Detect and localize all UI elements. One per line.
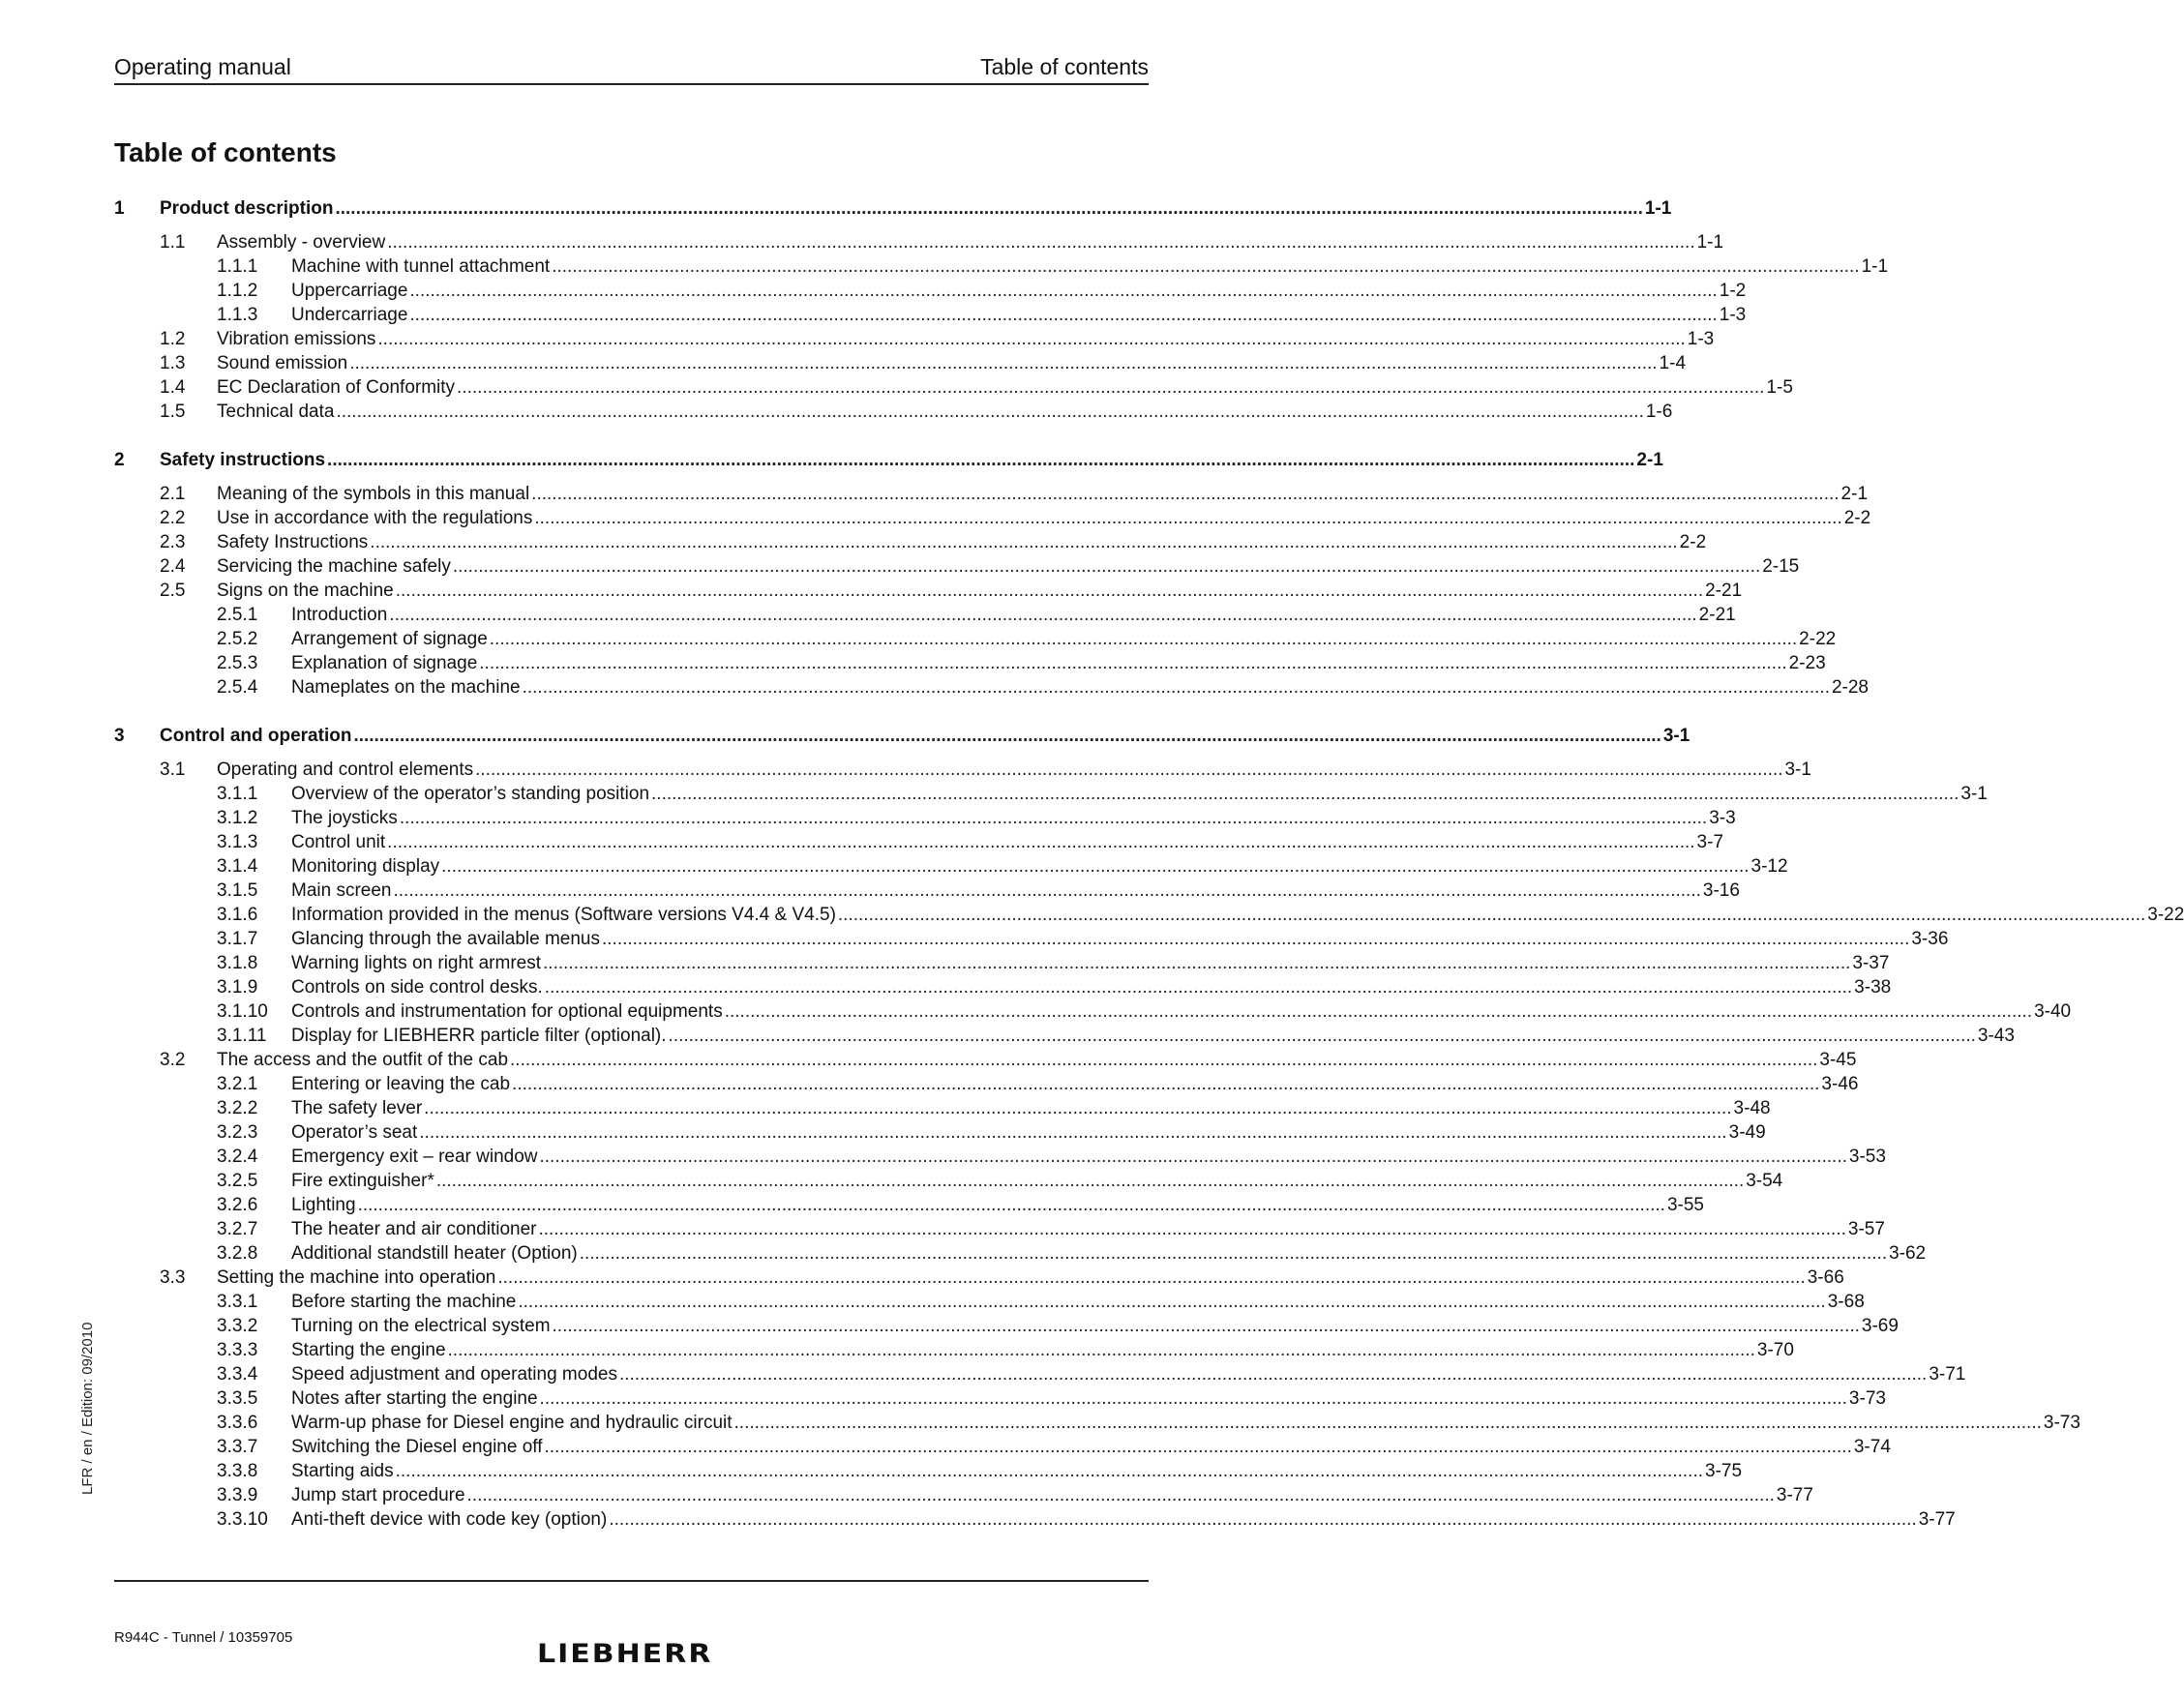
- toc-number: 2.5.4: [217, 677, 258, 698]
- toc-page-number: 3-66: [1807, 1267, 1844, 1288]
- toc-page-number: 3-16: [1702, 880, 1740, 901]
- toc-dot-leader: [609, 1507, 1916, 1532]
- toc-title: Use in accordance with the regulations: [217, 508, 533, 528]
- toc-number: 2.4: [160, 556, 186, 577]
- toc-dot-leader: [387, 230, 1694, 254]
- toc-subsection[interactable]: [114, 651, 1826, 675]
- toc-number: 3.3.4: [217, 1364, 258, 1385]
- toc-title: Additional standstill heater (Option): [291, 1243, 578, 1264]
- toc-subsection[interactable]: [114, 279, 1747, 303]
- toc-title: Vibration emissions: [217, 329, 376, 349]
- toc-dot-leader: [725, 999, 2032, 1024]
- toc-title: Anti-theft device with code key (option): [291, 1509, 608, 1530]
- toc-section[interactable]: [114, 1048, 1857, 1072]
- toc-dot-leader: [377, 327, 1685, 351]
- toc-dot-leader: [531, 482, 1839, 506]
- toc-dot-leader: [358, 1193, 1665, 1217]
- toc-number: 3.1.4: [217, 856, 258, 877]
- page-header: [114, 50, 1149, 85]
- toc-section[interactable]: [114, 506, 1871, 530]
- toc-dot-leader: [370, 530, 1677, 554]
- toc-number: 1: [114, 198, 125, 219]
- toc-number: 3: [114, 726, 125, 746]
- toc-number: 3.2.7: [217, 1219, 258, 1239]
- toc-subsection[interactable]: [114, 303, 1747, 327]
- toc-section[interactable]: [114, 327, 1715, 351]
- toc-title: Turning on the electrical system: [291, 1316, 551, 1336]
- toc-number: 3.1.9: [217, 977, 258, 998]
- toc-number: 2.5: [160, 581, 186, 601]
- toc-title: Emergency exit – rear window: [291, 1147, 538, 1167]
- toc-subsection[interactable]: [114, 1120, 1766, 1145]
- toc-dot-leader: [534, 506, 1841, 530]
- toc-number: 3.1.3: [217, 832, 258, 852]
- toc-subsection[interactable]: [114, 603, 1736, 627]
- toc-title: Control and operation: [160, 726, 352, 746]
- toc-page-number: 3-77: [1918, 1509, 1956, 1530]
- toc-dot-leader: [396, 1459, 1703, 1483]
- liebherr-logo: LIEBHERR: [537, 1638, 713, 1670]
- toc-dot-leader: [396, 579, 1703, 603]
- toc-title: Controls and instrumentation for optional equipments: [291, 1001, 723, 1022]
- toc-number: 1.5: [160, 402, 186, 422]
- toc-page-number: 2-2: [1843, 508, 1871, 528]
- toc-section[interactable]: [114, 1266, 1844, 1290]
- toc-number: 3.1.10: [217, 1001, 268, 1022]
- footer-divider: [114, 1580, 1149, 1582]
- toc-page-number: 3-22: [2147, 905, 2184, 925]
- toc-page-number: 3-69: [1861, 1316, 1899, 1336]
- toc-section[interactable]: [114, 351, 1687, 375]
- toc-number: 3.2.4: [217, 1147, 258, 1167]
- toc-dot-leader: [539, 1217, 1846, 1241]
- toc-dot-leader: [335, 196, 1642, 221]
- toc-subsection[interactable]: [114, 854, 1788, 879]
- toc-number: 2.1: [160, 484, 186, 504]
- header-manual-title: Operating manual: [114, 54, 291, 79]
- toc-page-number: 3-71: [1929, 1364, 1966, 1385]
- toc-subsection[interactable]: [114, 879, 1740, 903]
- toc-section[interactable]: [114, 554, 1800, 579]
- toc-title: Before starting the machine: [291, 1292, 517, 1312]
- toc-page-number: 3-55: [1666, 1195, 1704, 1215]
- toc-subsection[interactable]: [114, 675, 1869, 700]
- toc-title: Fire extinguisher*: [291, 1171, 434, 1191]
- toc-page-number: 3-37: [1852, 953, 1890, 973]
- toc-number: 3.3.8: [217, 1461, 258, 1481]
- toc-page-number: 1-1: [1644, 198, 1672, 219]
- toc-page-number: 2-15: [1762, 556, 1800, 577]
- toc-title: Speed adjustment and operating modes: [291, 1364, 617, 1385]
- toc-title: The safety lever: [291, 1098, 423, 1118]
- toc-number: 2.5.3: [217, 653, 258, 673]
- toc-page-number: 1-2: [1719, 281, 1747, 301]
- toc-dot-leader: [619, 1362, 1927, 1386]
- toc-dot-leader: [394, 879, 1701, 903]
- toc-subsection[interactable]: [114, 1314, 1899, 1338]
- toc-page-number: 1-1: [1861, 256, 1889, 277]
- toc-dot-leader: [651, 782, 1959, 806]
- toc-number: 3.1.6: [217, 905, 258, 925]
- toc-title: Information provided in the menus (Software versions V4.4 & V4.5): [291, 905, 836, 925]
- toc-number: 3.1.8: [217, 953, 258, 973]
- toc-section[interactable]: [114, 230, 1724, 254]
- toc-subsection[interactable]: [114, 1290, 1865, 1314]
- toc-title: Meaning of the symbols in this manual: [217, 484, 530, 504]
- toc-dot-leader: [497, 1266, 1805, 1290]
- toc-dot-leader: [327, 448, 1634, 472]
- toc-number: 3.1.2: [217, 808, 258, 828]
- toc-page-number: 3-73: [2043, 1413, 2080, 1433]
- toc-subsection[interactable]: [114, 627, 1837, 651]
- toc-page-number: 3-3: [1709, 808, 1736, 828]
- toc-number: 3.2.1: [217, 1074, 258, 1094]
- toc-number: 3.3.10: [217, 1509, 268, 1530]
- toc-subsection[interactable]: [114, 806, 1736, 830]
- toc-page-number: 2-2: [1679, 532, 1707, 552]
- toc-number: 3.3.3: [217, 1340, 258, 1360]
- toc-page-number: 3-45: [1819, 1050, 1857, 1070]
- toc-chapter[interactable]: [114, 196, 1672, 221]
- toc-number: 3.1: [160, 760, 186, 780]
- toc-dot-leader: [552, 254, 1859, 279]
- page-title: Table of contents: [114, 137, 337, 167]
- toc-dot-leader: [436, 1169, 1744, 1193]
- toc-title: Machine with tunnel attachment: [291, 256, 551, 277]
- toc-section[interactable]: [114, 375, 1793, 400]
- toc-page-number: 3-48: [1733, 1098, 1771, 1118]
- toc-section[interactable]: [114, 758, 1811, 782]
- toc-subsection[interactable]: [114, 903, 2184, 927]
- toc-dot-leader: [669, 1024, 1976, 1048]
- toc-page-number: 3-43: [1977, 1026, 2015, 1046]
- toc-dot-leader: [409, 303, 1717, 327]
- toc-title: Setting the machine into operation: [217, 1267, 496, 1288]
- toc-subsection[interactable]: [114, 1217, 1885, 1241]
- toc-subsection[interactable]: [114, 1193, 1704, 1217]
- toc-title: Notes after starting the engine: [291, 1388, 538, 1409]
- toc-page-number: 3-77: [1776, 1485, 1813, 1505]
- toc-subsection[interactable]: [114, 1169, 1783, 1193]
- toc-title: Explanation of signage: [291, 653, 478, 673]
- toc-subsection[interactable]: [114, 1435, 1891, 1459]
- toc-dot-leader: [518, 1290, 1825, 1314]
- toc-title: Operating and control elements: [217, 760, 474, 780]
- toc-number: 2.5.2: [217, 629, 258, 649]
- toc-page-number: 3-62: [1889, 1243, 1927, 1264]
- toc-page-number: 3-53: [1848, 1147, 1886, 1167]
- toc-title: Warning lights on right armrest: [291, 953, 542, 973]
- toc-subsection[interactable]: [114, 1024, 2015, 1048]
- toc-number: 3.1.7: [217, 929, 258, 949]
- toc-page-number: 1-3: [1719, 305, 1747, 325]
- toc-dot-leader: [389, 603, 1696, 627]
- toc-page-number: 2-23: [1788, 653, 1826, 673]
- toc-number: 2.2: [160, 508, 186, 528]
- toc-number: 3.3: [160, 1267, 186, 1288]
- toc-number: 3.2.3: [217, 1122, 258, 1143]
- toc-dot-leader: [545, 975, 1852, 999]
- toc-dot-leader: [349, 351, 1657, 375]
- toc-title: Signs on the machine: [217, 581, 394, 601]
- header-section-title: Table of contents: [980, 54, 1149, 79]
- toc-title: Jump start procedure: [291, 1485, 465, 1505]
- toc-number: 1.1.2: [217, 281, 258, 301]
- toc-dot-leader: [553, 1314, 1860, 1338]
- toc-dot-leader: [336, 400, 1643, 424]
- toc-page-number: 2-22: [1799, 629, 1837, 649]
- toc-number: 1.1: [160, 232, 186, 253]
- toc-title: The joysticks: [291, 808, 398, 828]
- toc-subsection[interactable]: [114, 927, 1949, 951]
- toc-dot-leader: [580, 1241, 1887, 1266]
- toc-dot-leader: [479, 651, 1786, 675]
- toc-page-number: 3-1: [1960, 784, 1988, 804]
- toc-title: Introduction: [291, 605, 388, 625]
- toc-dot-leader: [490, 627, 1797, 651]
- toc-number: 3.2.6: [217, 1195, 258, 1215]
- toc-dot-leader: [448, 1338, 1755, 1362]
- toc-title: The access and the outfit of the cab: [217, 1050, 509, 1070]
- toc-title: Glancing through the available menus: [291, 929, 600, 949]
- toc-page-number: 3-7: [1696, 832, 1724, 852]
- toc-number: 2: [114, 450, 125, 470]
- toc-page-number: 1-4: [1659, 353, 1687, 373]
- toc-number: 3.2: [160, 1050, 186, 1070]
- toc-number: 3.3.9: [217, 1485, 258, 1505]
- edition-note: LFR / en / Edition: 09/2010: [79, 1322, 96, 1495]
- toc-section[interactable]: [114, 530, 1707, 554]
- toc-dot-leader: [419, 1120, 1726, 1145]
- toc-title: The heater and air conditioner: [291, 1219, 537, 1239]
- toc-number: 3.3.1: [217, 1292, 258, 1312]
- toc-number: 3.2.2: [217, 1098, 258, 1118]
- toc-number: 3.3.5: [217, 1388, 258, 1409]
- toc-title: Display for LIEBHERR particle filter (optional).: [291, 1026, 667, 1046]
- toc-page-number: 3-70: [1756, 1340, 1794, 1360]
- toc-dot-leader: [441, 854, 1749, 879]
- toc-dot-leader: [544, 1435, 1851, 1459]
- toc-subsection[interactable]: [114, 254, 1889, 279]
- toc-dot-leader: [543, 951, 1850, 975]
- document-id: R944C - Tunnel / 10359705: [114, 1629, 293, 1646]
- toc-title: Sound emission: [217, 353, 348, 373]
- toc-number: 3.3.7: [217, 1437, 258, 1457]
- toc-dot-leader: [475, 758, 1782, 782]
- toc-title: Starting aids: [291, 1461, 394, 1481]
- toc-page-number: 3-73: [1848, 1388, 1886, 1409]
- toc-dot-leader: [409, 279, 1717, 303]
- toc-dot-leader: [540, 1145, 1847, 1169]
- toc-page-number: 3-57: [1847, 1219, 1885, 1239]
- toc-chapter[interactable]: [114, 448, 1663, 472]
- toc-title: Servicing the machine safely: [217, 556, 451, 577]
- toc-title: Technical data: [217, 402, 335, 422]
- toc-dot-leader: [523, 675, 1830, 700]
- toc-dot-leader: [387, 830, 1694, 854]
- toc-number: 3.1.5: [217, 880, 258, 901]
- toc-number: 1.1.3: [217, 305, 258, 325]
- toc-page-number: 3-36: [1911, 929, 1949, 949]
- toc-title: Entering or leaving the cab: [291, 1074, 511, 1094]
- toc-title: Starting the engine: [291, 1340, 446, 1360]
- toc-title: Uppercarriage: [291, 281, 408, 301]
- toc-page-number: 3-68: [1827, 1292, 1865, 1312]
- toc-page-number: 3-46: [1821, 1074, 1859, 1094]
- toc-page-number: 3-38: [1854, 977, 1892, 998]
- toc-number: 3.2.5: [217, 1171, 258, 1191]
- toc-page-number: 1-6: [1645, 402, 1673, 422]
- toc-number: 1.2: [160, 329, 186, 349]
- toc-subsection[interactable]: [114, 1507, 1956, 1532]
- toc-title: Safety Instructions: [217, 532, 369, 552]
- toc-number: 3.2.8: [217, 1243, 258, 1264]
- toc-page-number: 2-21: [1698, 605, 1736, 625]
- toc-dot-leader: [540, 1386, 1847, 1411]
- toc-page-number: 3-1: [1662, 726, 1690, 746]
- toc-page-number: 3-49: [1728, 1122, 1766, 1143]
- toc-title: Warm-up phase for Diesel engine and hydraulic circuit: [291, 1413, 733, 1433]
- toc-subsection[interactable]: [114, 1241, 1927, 1266]
- toc-subsection[interactable]: [114, 999, 2072, 1024]
- toc-title: Safety instructions: [160, 450, 326, 470]
- toc-title: Assembly - overview: [217, 232, 386, 253]
- toc-subsection[interactable]: [114, 1096, 1771, 1120]
- toc-subsection[interactable]: [114, 1386, 1886, 1411]
- toc-page-number: 3-1: [1784, 760, 1811, 780]
- toc-dot-leader: [467, 1483, 1775, 1507]
- toc-page-number: 3-12: [1750, 856, 1788, 877]
- toc-number: 3.3.2: [217, 1316, 258, 1336]
- toc-subsection[interactable]: [114, 830, 1724, 854]
- toc-subsection[interactable]: [114, 782, 1988, 806]
- toc-title: Undercarriage: [291, 305, 408, 325]
- toc-page-number: 3-40: [2034, 1001, 2072, 1022]
- toc-page-number: 2-21: [1705, 581, 1743, 601]
- toc-chapter[interactable]: [114, 724, 1690, 748]
- toc-title: Product description: [160, 198, 334, 219]
- toc-page-number: 1-3: [1687, 329, 1715, 349]
- toc-title: Overview of the operator’s standing position: [291, 784, 650, 804]
- toc-title: EC Declaration of Conformity: [217, 377, 456, 398]
- toc-number: 3.3.6: [217, 1413, 258, 1433]
- toc-subsection[interactable]: [114, 1411, 2080, 1435]
- toc-title: Monitoring display: [291, 856, 440, 877]
- toc-dot-leader: [602, 927, 1909, 951]
- toc-page-number: 2-28: [1831, 677, 1869, 698]
- toc-number: 2.3: [160, 532, 186, 552]
- toc-title: Arrangement of signage: [291, 629, 488, 649]
- toc-title: Control unit: [291, 832, 386, 852]
- toc-section[interactable]: [114, 579, 1743, 603]
- toc-dot-leader: [512, 1072, 1819, 1096]
- toc-page-number: 1-1: [1696, 232, 1724, 253]
- toc-number: 1.3: [160, 353, 186, 373]
- toc-dot-leader: [510, 1048, 1817, 1072]
- toc-title: Switching the Diesel engine off: [291, 1437, 543, 1457]
- toc-subsection[interactable]: [114, 1145, 1886, 1169]
- toc-title: Operator’s seat: [291, 1122, 418, 1143]
- toc-subsection[interactable]: [114, 1362, 1966, 1386]
- toc-dot-leader: [457, 375, 1764, 400]
- toc-subsection[interactable]: [114, 975, 1892, 999]
- toc-subsection[interactable]: [114, 1338, 1794, 1362]
- toc-title: Main screen: [291, 880, 392, 901]
- toc-subsection[interactable]: [114, 1459, 1743, 1483]
- toc-subsection[interactable]: [114, 1483, 1813, 1507]
- toc-number: 2.5.1: [217, 605, 258, 625]
- toc-page-number: 2-1: [1636, 450, 1663, 470]
- toc-number: 1.4: [160, 377, 186, 398]
- toc-dot-leader: [353, 724, 1660, 748]
- toc-title: Lighting: [291, 1195, 356, 1215]
- toc-title: Controls on side control desks.: [291, 977, 543, 998]
- toc-dot-leader: [400, 806, 1707, 830]
- toc-number: 1.1.1: [217, 256, 258, 277]
- toc-page-number: 2-1: [1840, 484, 1869, 504]
- toc-page-number: 3-75: [1705, 1461, 1743, 1481]
- toc-page-number: 3-54: [1746, 1171, 1783, 1191]
- toc-subsection[interactable]: [114, 1072, 1859, 1096]
- toc-title: Nameplates on the machine: [291, 677, 521, 698]
- toc-dot-leader: [734, 1411, 2042, 1435]
- toc-dot-leader: [424, 1096, 1731, 1120]
- toc-section[interactable]: [114, 482, 1869, 506]
- toc-page-number: 1-5: [1766, 377, 1793, 398]
- toc-dot-leader: [838, 903, 2145, 927]
- toc-number: 3.1.1: [217, 784, 258, 804]
- toc-section[interactable]: [114, 400, 1673, 424]
- toc-subsection[interactable]: [114, 951, 1890, 975]
- toc-dot-leader: [453, 554, 1760, 579]
- toc-page-number: 3-74: [1853, 1437, 1891, 1457]
- toc-number: 3.1.11: [217, 1026, 267, 1046]
